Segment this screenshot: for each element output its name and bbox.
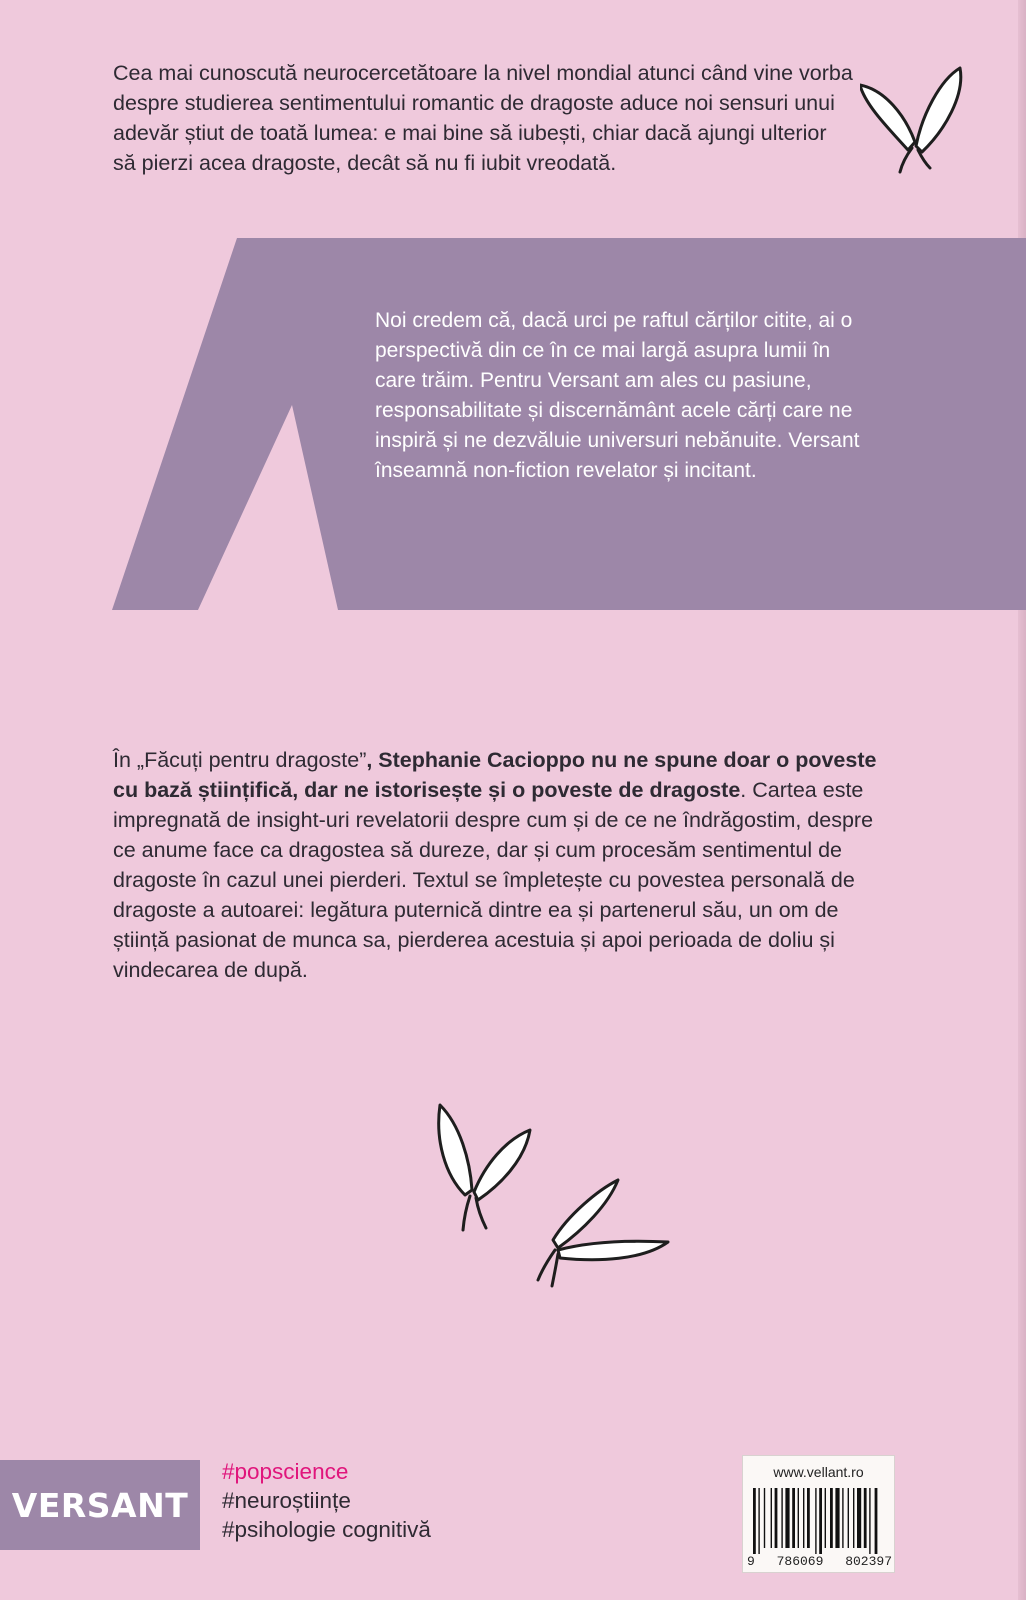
barcode-bar: [825, 1488, 826, 1548]
barcode-digits: [747, 1554, 892, 1569]
barcode-bar: [869, 1488, 870, 1554]
barcode-bar: [798, 1488, 799, 1548]
description-body: . Cartea este impregnată de insight-uri revelatorii despre cum și de ce ne îndrăgostim, despre ce anume face ca dragostea să dureze, dar și cum procesăm sentimentul de dragoste în cazul unei pierderi. Textul se împletește cu povestea personală de dragoste a autoarei: legătura puternică dintre ea și partenerul său, un om de știință pasionat de munca sa, pierderea acestuia și apoi perioada de doliu și vindecarea de după.: [113, 778, 874, 982]
barcode-bar: [758, 1488, 759, 1554]
isbn-barcode: [742, 1455, 895, 1573]
barcode-bar: [815, 1488, 816, 1554]
publisher-url: www.vellant.ro: [773, 1464, 864, 1480]
description-intro: În „Făcuți pentru dragoste”: [113, 748, 367, 772]
barcode-digit-group: 802397: [845, 1554, 892, 1569]
barcode-digit-group: 786069: [776, 1554, 824, 1569]
barcode-bar: [807, 1488, 810, 1548]
butterfly-icon: [430, 1100, 540, 1240]
barcode-bar: [853, 1488, 854, 1548]
description-paragraph: [113, 745, 883, 985]
barcode-bar: [753, 1488, 756, 1554]
barcode-bar: [835, 1488, 839, 1548]
barcode-bar: [771, 1488, 772, 1548]
barcode-bar: [785, 1488, 789, 1548]
barcode-bar: [781, 1488, 782, 1548]
barcode-bar: [803, 1488, 804, 1548]
tag-popscience: #popscience: [222, 1459, 349, 1484]
description-bold: , Stephanie Cacioppo nu ne spune doar o poveste cu bază științifică, dar ne istorisește și o poveste de dragoste: [113, 748, 877, 802]
barcode-bar: [775, 1488, 778, 1548]
tag-neurostiinte: #neuroștiințe: [222, 1488, 351, 1513]
hashtag-list: [222, 1457, 431, 1544]
barcode-digit-group: 9: [747, 1554, 755, 1569]
butterfly-icon: [528, 1170, 673, 1290]
barcode-bar: [819, 1488, 822, 1554]
tag-psihologie-cognitiva: #psihologie cognitivă: [222, 1517, 431, 1542]
barcode-bar: [864, 1488, 867, 1548]
barcode-bar: [792, 1488, 795, 1548]
intro-paragraph: Cea mai cunoscută neurocercetătoare la nivel mondial atunci când vine vorba despre studierea sentimentului romantic de dragoste aduce noi sensuri unui adevăr știut de toată lumea: e mai bine să iubești, chiar dacă ajungi ulterior să pierzi acea dragoste, decât să nu fi iubit vreodată.: [113, 61, 853, 175]
manifesto-paragraph: Noi credem că, dacă urci pe raftul cărților citite, ai o perspectivă din ce în ce mai largă asupra lumii în care trăim. Pentru Versant am ales cu pasiune, responsabilitate și discernământ acele cărți care ne inspiră și ne dezvăluie universuri nebănuite. Versant înseamnă non-fiction revelator și incitant.: [375, 309, 860, 482]
barcode-bar: [848, 1488, 849, 1548]
publisher-logo: [0, 1460, 200, 1550]
barcode-bars: [751, 1488, 888, 1554]
barcode-bar: [830, 1488, 833, 1548]
barcode-bar: [857, 1488, 861, 1548]
barcode-bar: [842, 1488, 843, 1548]
publisher-logo-text: VERSANT: [11, 1485, 189, 1525]
barcode-bar: [875, 1488, 878, 1554]
barcode-bar: [764, 1488, 765, 1548]
